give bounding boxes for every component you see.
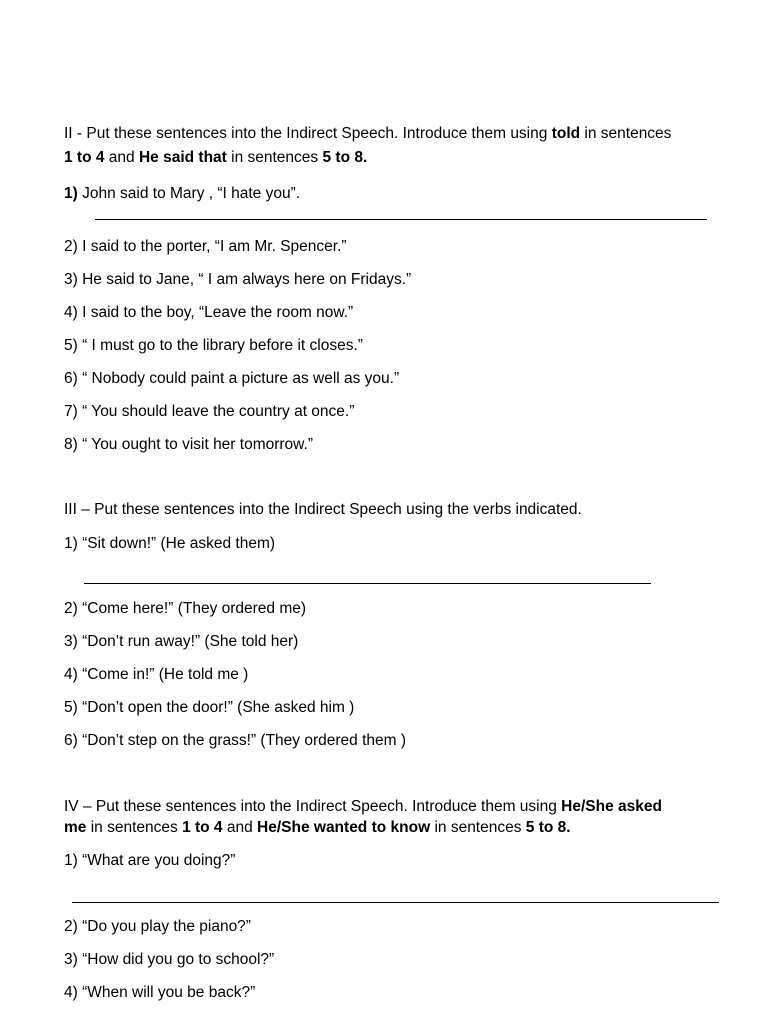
section-4-heading-range-1: 1 to 4 bbox=[182, 819, 223, 836]
section-2-heading-range-2: 5 to 8. bbox=[322, 149, 368, 166]
section-4-item-4: 4) “When will you be back?” bbox=[64, 984, 256, 1001]
section-4-heading-me: me bbox=[64, 819, 87, 836]
section-4-heading-and: and bbox=[222, 819, 258, 836]
section-4-heading-line-2 bbox=[64, 818, 571, 838]
section-2-item-2: 2) I said to the porter, “I am Mr. Spencer.” bbox=[64, 238, 347, 255]
section-4-item-3: 3) “How did you go to school?” bbox=[64, 951, 275, 968]
section-2-heading-prefix: II - Put these sentences into the Indirect Speech. Introduce them using bbox=[64, 125, 552, 142]
section-4-item-1: 1) “What are you doing?” bbox=[64, 852, 236, 869]
section-4-heading-prefix: IV – Put these sentences into the Indirect Speech. Introduce them using bbox=[64, 798, 562, 815]
section-4-heading-mid: in sentences bbox=[86, 819, 183, 836]
section-2-item-1-number: 1) bbox=[64, 185, 78, 202]
answer-line[interactable] bbox=[84, 583, 651, 584]
section-2-heading-mid-2: in sentences bbox=[226, 149, 323, 166]
section-2-item-7: 7) “ You should leave the country at once.” bbox=[64, 403, 355, 420]
section-2-heading-line-1 bbox=[64, 124, 671, 144]
section-2-heading-he-said-that: He said that bbox=[138, 149, 227, 166]
section-2-item-4: 4) I said to the boy, “Leave the room now.” bbox=[64, 304, 354, 321]
section-4-heading-range-2: 5 to 8. bbox=[525, 819, 571, 836]
section-4-heading-mid-2: in sentences bbox=[430, 819, 526, 836]
answer-line[interactable] bbox=[72, 902, 719, 903]
answer-line[interactable] bbox=[95, 219, 707, 220]
section-2-heading-line-2 bbox=[64, 148, 367, 168]
section-3-item-1: 1) “Sit down!” (He asked them) bbox=[64, 535, 276, 552]
section-4-heading-asked: He/She asked bbox=[561, 798, 662, 815]
section-4-item-2: 2) “Do you play the piano?” bbox=[64, 918, 251, 935]
section-2-heading-told: told bbox=[551, 125, 581, 142]
section-2-heading-range-1: 1 to 4 bbox=[64, 149, 105, 166]
section-3-heading: III – Put these sentences into the Indirect Speech using the verbs indicated. bbox=[64, 501, 582, 518]
section-2-item-8: 8) “ You ought to visit her tomorrow.” bbox=[64, 436, 313, 453]
section-3-item-4: 4) “Come in!” (He told me ) bbox=[64, 666, 249, 683]
section-4-heading-line-1 bbox=[64, 797, 662, 817]
section-2-item-6: 6) “ Nobody could paint a picture as well as you.” bbox=[64, 370, 400, 387]
section-2-item-5: 5) “ I must go to the library before it closes.” bbox=[64, 337, 363, 354]
section-2-heading-and: and bbox=[104, 149, 139, 166]
section-2-heading-mid: in sentences bbox=[580, 125, 672, 142]
section-3-item-5: 5) “Don’t open the door!” (She asked him ) bbox=[64, 699, 355, 716]
section-3-item-6: 6) “Don’t step on the grass!” (They ordered them ) bbox=[64, 732, 407, 749]
section-2-item-1 bbox=[64, 184, 300, 204]
section-3-item-3: 3) “Don’t run away!” (She told her) bbox=[64, 633, 299, 650]
section-3-item-2: 2) “Come here!” (They ordered me) bbox=[64, 600, 307, 617]
section-4-heading-wanted-to-know: He/She wanted to know bbox=[257, 819, 431, 836]
section-2-item-1-text: John said to Mary , “I hate you”. bbox=[77, 185, 301, 202]
section-2-item-3: 3) He said to Jane, “ I am always here on Fridays.” bbox=[64, 271, 412, 288]
